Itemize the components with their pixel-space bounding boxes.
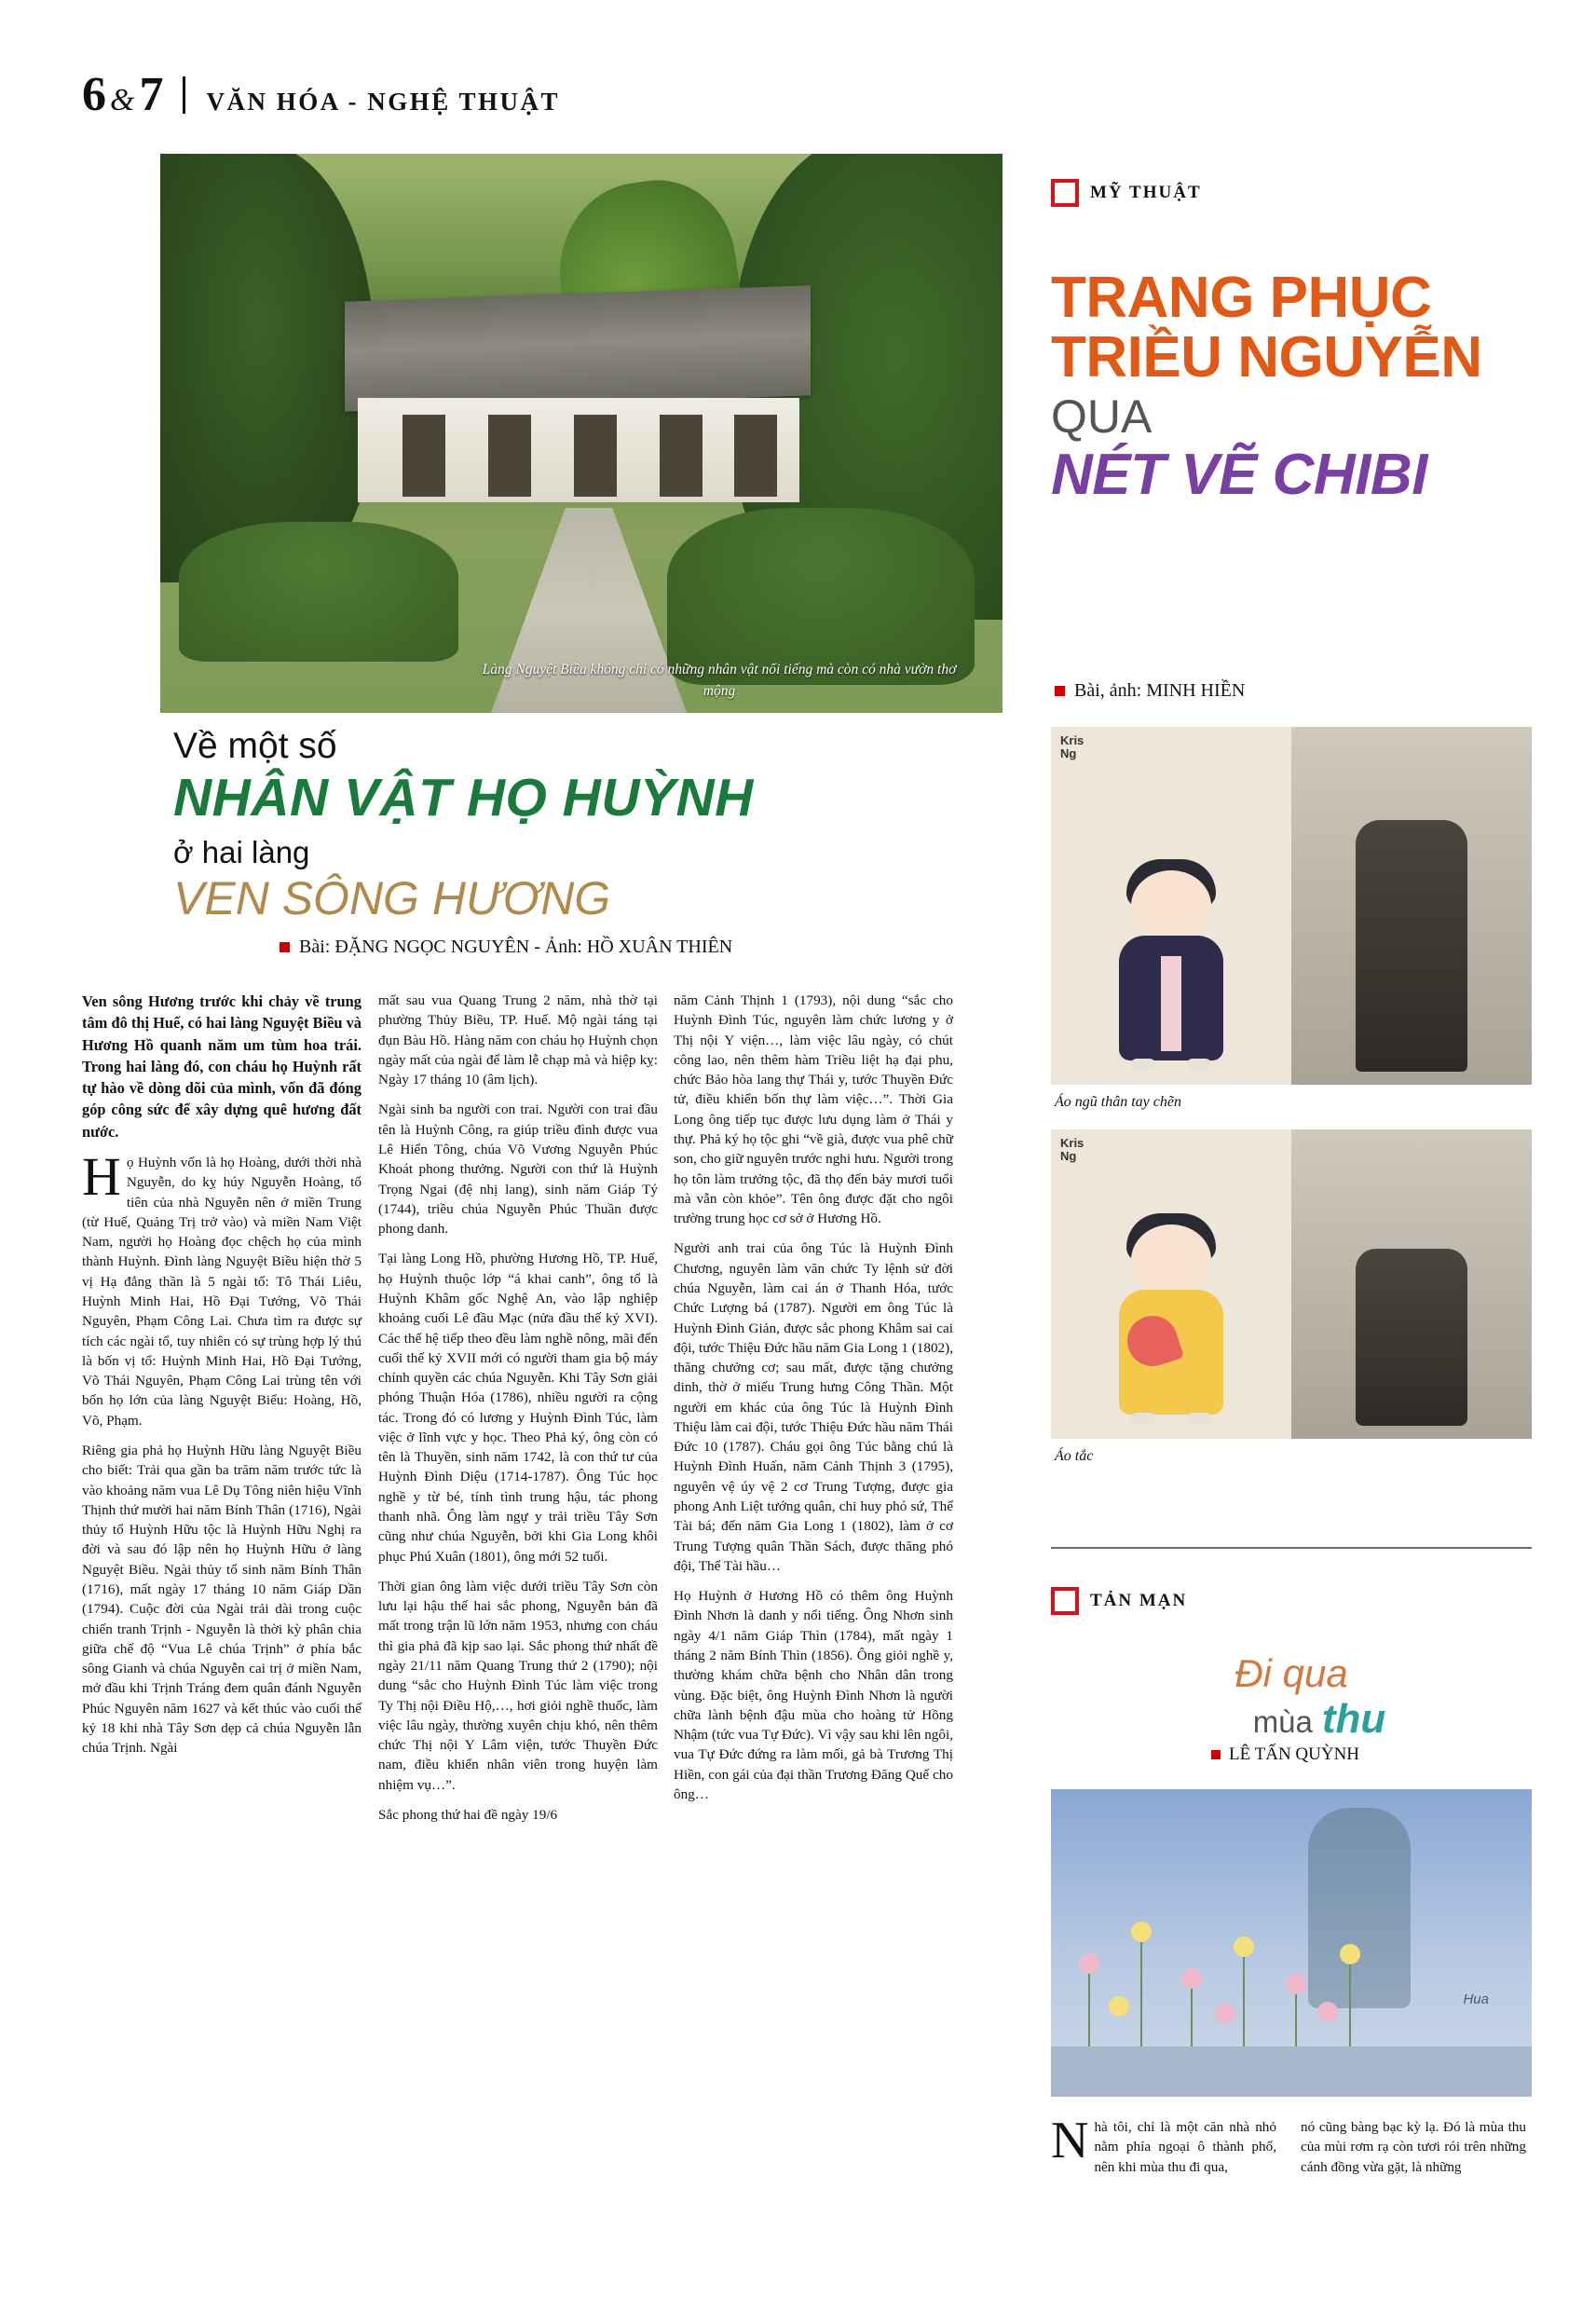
rail-byline-text: Bài, ảnh: MINH HIỀN [1074, 680, 1246, 701]
photo-house-facade [358, 398, 799, 502]
illustration-caption-1: Áo ngũ thân tay chẽn [1055, 1094, 1181, 1110]
archival-photo-figure [1356, 820, 1467, 1072]
lead-photo [160, 154, 1003, 713]
chibi-head [1131, 870, 1211, 941]
article-column-1 [82, 991, 361, 1769]
rail-headline-line-2: TRIỀU NGUYỄN [1051, 324, 1482, 390]
flower-stem [1088, 1966, 1090, 2046]
flower-stem [1140, 1935, 1142, 2046]
feature-headline [173, 727, 1003, 926]
headline-line-2: NHÂN VẬT HỌ HUỲNH [173, 767, 754, 828]
artist-signature: Kris Ng [1060, 733, 1084, 760]
article-paragraph: Họ Huỳnh vốn là họ Hoàng, dưới thời nhà Nguyễn, do kỵ húy Nguyễn Hoàng, tổ tiên của nhà Nguyễn nên ở miền Trung (từ Huế, Quảng Trị trở vào) và miền Nam Việt Nam, người họ Hoàng đọc chệch họ của mình thành Huỳnh. Đình làng Nguyệt Biều hiện thờ 5 vị Hạ đẳng thần là 5 ngài tổ: Tô Thái Liêu, Huỳnh Minh Hai, Hồ Đại Tướng, Võ Thái Nguyên, Phạm Công Lai. Chưa tìm ra được sự tích các ngài tổ, tuy nhiên có sự trùng hợp lý thú là bốn vị tổ: Huỳnh Minh Hai, Hồ Đại Tướng, Võ Thái Nguyên, Phạm Công Lai trùng tên với bốn họ lớn của làng Nguyệt Biểu: Hoàng, Hồ, Võ, Phạm. [82, 1146, 361, 1429]
flower-stem [1349, 1957, 1351, 2046]
article-paragraph: Ngài sinh ba người con trai. Người con trai đầu tên là Huỳnh Công, ra giúp triều đình được vua Lê Hiển Tông, chúa Võ Vương Nguyễn Phúc Khoát phong thưởng. Người con thứ là Huỳnh Trọng Ngai (đệ nhị lang), sinh năm Giáp Tý (1744), triều chúa Nguyễn Phúc Thuần được phong danh. [378, 1101, 658, 1238]
chibi-head [1131, 1224, 1211, 1295]
tanman-column-1 [1051, 2112, 1276, 2177]
chibi-foot [1187, 1413, 1211, 1424]
article-paragraph: Thời gian ông làm việc dưới triều Tây Sơn còn lưu lại hậu thế hai sắc phong, Nguyễn bản đã mất trong trận lũ lớn năm 1953, nhưng con cháu thì gia phả đã kịp sao lại. Sắc phong thứ nhất đề ngày 21/11 năm Quang Trung thứ 2 (1790); nội dung “sắc cho Huỳnh Đình Túc làm việc trong Ty Thị nội Điều Hộ,…, hơi giỏi nghề thuốc, làm việc lâu ngày, thường xuyên chịu khó, nên thêm chức Thị nội Y Lâm viện, tước Thuyền Đức nam, điều khiển nhân viên trong huyện làm nhiệm vụ…”. [378, 1578, 658, 1793]
tanman-headline [1051, 1651, 1532, 1743]
tanman-paragraph: Nhà tôi, chỉ là một căn nhà nhỏ nằm phía ngoại ô thành phố, nên khi mùa thu đi qua, [1051, 2112, 1276, 2175]
flower [1109, 1996, 1129, 2017]
flower [1234, 1936, 1254, 1957]
article-lead-paragraph: Ven sông Hương trước khi chảy về trung tâm đô thị Huế, có hai làng Nguyệt Biều và Hương Hồ quanh năm um tùm hoa trái. Trong hai làng đó, con cháu họ Huỳnh rất tự hào về dòng dõi của mình, vốn đã đóng góp công sức để xây dựng quê hương đất nước. [82, 992, 361, 1141]
article-column-2 [378, 991, 658, 1835]
chibi-figure [1101, 854, 1241, 1068]
tanman-headline-line-1: Đi qua [1235, 1651, 1348, 1695]
tanman-headline-line-2: mùa [1252, 1704, 1313, 1739]
kicker-label: TẢN MẠN [1090, 1591, 1188, 1610]
folio-number-left: 6 [82, 68, 105, 121]
chibi-foot [1187, 1059, 1211, 1070]
chibi-figure [1101, 1208, 1241, 1422]
chibi-sash [1161, 956, 1181, 1051]
tanman-figure [1308, 1808, 1411, 2008]
article-column-3 [674, 991, 953, 1814]
flower [1079, 1953, 1099, 1974]
kicker-box-icon [1051, 1587, 1079, 1615]
chibi-foot [1131, 1059, 1155, 1070]
archival-photo-panel [1291, 1129, 1532, 1439]
photo-house-door [734, 415, 777, 497]
masthead [82, 67, 560, 122]
article-paragraph: Riêng gia phả họ Huỳnh Hữu làng Nguyệt Biều cho biết: Trải qua gần ba trăm năm trước tức là vào khoảng năm vua Lê Dụ Tông niên hiệu Vĩnh Thịnh thứ mười hai năm Bính Thân (1716), Ngài thủy tổ Huỳnh Hữu tộc là Huỳnh Hữu Nghị ra đời và sau đó lập nên họ Huỳnh Hữu ở làng Nguyệt Biều. Ngài thủy tổ sinh năm Bính Thân (1716), mất ngày 17 tháng 10 năm Giáp Dần (1794). Cuộc đời của Ngài trải dài trong cuộc chiến tranh Trịnh - Nguyễn là thời kỳ phân chia giữa chế độ “Vua Lê chúa Trịnh” ở phía bắc sông Gianh và chúa Nguyễn cai trị ở miền Nam, mở đầu khi Trịnh Tráng đem quân đánh Nguyễn Phúc Nguyên năm 1627 và kết thúc vào cuối thế kỷ 18 khi nhà Tây Sơn dẹp cả chúa Nguyễn lẫn chúa Trịnh. Ngài [82, 1443, 361, 1757]
folio-number-right: 7 [139, 68, 163, 121]
tanman-column-2 [1301, 2117, 1526, 2177]
tanman-illustration [1051, 1789, 1532, 2097]
chibi-illustration-2 [1051, 1129, 1532, 1439]
article-paragraph: năm Cảnh Thịnh 1 (1793), nội dung “sắc cho Huỳnh Đình Túc, nguyên làm chức lương y ở Thị nội Y viện…, làm việc lâu ngày, có chút công lao, nên thêm hàm Triều liệt hạ đại phu, chức Bảo hòa lang thự Thái y, tước Thuyền Đức tử, điều khiển bốn thự làm việc…”. Thời Gia Long ông tiếp tục được lưu dụng làm ở Thái y thự. Phả ký họ tộc ghi “về già, được vua phê chữ son, cho giữ nguyên trước nghi hưu. Người trong họ tôn làm trưởng tộc, đã thọ đến bảy mươi tuổi mà vẫn còn khỏe”. Tên ông được đặt cho ngôi trường trung học cơ sở ở Hương Hồ. [674, 992, 953, 1227]
masthead-divider [183, 76, 185, 114]
flower [1131, 1922, 1152, 1942]
tanman-byline [1211, 1744, 1359, 1765]
archival-photo-figure [1356, 1249, 1467, 1426]
folio-ampersand: & [110, 83, 135, 117]
headline-line-4: VEN SÔNG HƯƠNG [173, 872, 611, 925]
article-paragraph: Tại làng Long Hồ, phường Hương Hồ, TP. Huế, họ Huỳnh thuộc lớp “á khai canh”, ông tổ là Huỳnh Khâm gốc Nghệ An, vào lập nghiệp khoảng cuối Lê đầu Mạc (nửa đầu thế kỷ XVI). Các thế hệ tiếp theo đều làm nghề nông, mãi đến cuối thế kỷ XVII mới có người tham gia bộ máy chính quyền các chúa Nguyễn. Khi Tây Sơn giải phóng Thuận Hóa (1786), nhiều người ra cộng tác. Trong đó có lương y Huỳnh Đình Túc, làm việc ở lĩnh vực y học. Theo Phả ký, ông còn có tên là Thuyền, sinh năm 1742, là con thứ tư của Huỳnh Đình Diệu (1714-1787). Ông Túc học nghề y từ bé, tính tình trung hậu, tác phong thanh nhã. Ông làm ngự y trải triều Tây Sơn cũng như chúa Nguyễn, bởi khi Gia Long khôi phục Phú Xuân (1801), ông mới 52 tuổi. [378, 1251, 658, 1565]
photo-tree-left [160, 154, 375, 582]
artist-signature: Kris Ng [1060, 1136, 1084, 1163]
flower [1340, 1944, 1360, 1964]
square-bullet-icon [1211, 1750, 1221, 1759]
headline-line-1: Về một số [173, 726, 337, 766]
flower-stem [1243, 1949, 1245, 2046]
chibi-drawing-panel [1051, 1129, 1291, 1439]
photo-house-door [402, 415, 445, 497]
photo-house-door [660, 415, 703, 497]
section-title: VĂN HÓA - NGHỆ THUẬT [206, 88, 560, 116]
article-paragraph: Người anh trai của ông Túc là Huỳnh Đình Chương, nguyên làm văn chức Ty lệnh sử đời chúa Nguyễn, làm cai án ở Thanh Hóa, tước Chức Lượng bá (1787). Người em ông Túc là Huỳnh Đình Giản, được sắc phong Khâm sai cai đội, tước Thiệu Đức hầu năm Gia Long 1 (1802), thăng chưởng cơ; sau mất, được tặng chưởng dinh, thờ ở miếu Trung hưng Công Thần. Một người em khác của ông Túc là Huỳnh Đình Thiệu làm cai đội, tước Thiệu Đức hầu năm Thái Đức 10 (1787). Cháu gọi ông Túc bằng chú là Huỳnh Đình Huấn, năm Cảnh Thịnh 3 (1795), nguyên vệ úy vệ 2 cơ Trung Tượng, được gia phong Anh Liệt tướng quân, chi huy phó sứ, Thể Tài bá; đến năm Gia Long 1 (1802), làm ở cơ Trung Tượng quân Thần Sách, được thăng phó đội, Thể Tài hầu… [674, 1240, 953, 1574]
article-paragraph: Họ Huỳnh ở Hương Hồ có thêm ông Huỳnh Đình Nhơn là danh y nổi tiếng. Ông Nhơn sinh ngày 4/1 năm Giáp Thìn (1784), mất ngày 1 tháng 2 năm Bính Thìn (1856). Ông giỏi nghề y, thường khám chữa bệnh cho Nhân dân trong vùng. Đặc biệt, ông Huỳnh Đình Nhơn là người chữa lành bệnh đậu mùa cho hoàng tử Hồng Nhậm (tức vua Tự Đức). Vì vậy sau khi lên ngôi, vua Tự Đức đứng ra làm mối, gả bà Trương Thị Hiền, con gái của đại thần Trương Đăng Quế cho ông… [674, 1588, 953, 1802]
chibi-illustration-1 [1051, 727, 1532, 1085]
article-paragraph: Sắc phong thứ hai đề ngày 19/6 [378, 1806, 558, 1823]
flower [1181, 1968, 1202, 1989]
square-bullet-icon [1055, 686, 1065, 696]
photo-hedge-left [179, 522, 458, 662]
photo-house-roof [345, 285, 811, 411]
rail-headline-line-4: NÉT VẼ CHIBI [1051, 442, 1427, 507]
kicker-box-icon [1051, 179, 1079, 207]
tanman-byline-text: LÊ TẤN QUỲNH [1229, 1744, 1360, 1764]
rail-headline-line-1: TRANG PHỤC [1051, 266, 1432, 330]
rail-divider [1051, 1547, 1532, 1549]
flower [1215, 2004, 1235, 2024]
article-paragraph: mất sau vua Quang Trung 2 năm, nhà thờ tại phường Thủy Biều, TP. Huế. Mộ ngài táng tại đụn Bàu Hồ. Hàng năm con cháu họ Huỳnh chọn ngày mất của ngài để làm lễ chạp mà và hiệp kỵ: Ngày 17 tháng 10 (âm lịch). [378, 992, 658, 1088]
flower [1317, 2002, 1338, 2022]
chibi-foot [1131, 1413, 1155, 1424]
archival-photo-panel [1291, 727, 1532, 1085]
flower-stem [1191, 1981, 1193, 2046]
tanman-ground [1051, 2046, 1532, 2097]
chibi-drawing-panel [1051, 727, 1291, 1085]
photo-house-door [488, 415, 531, 497]
feature-byline-text: Bài: ĐẶNG NGỌC NGUYÊN - Ảnh: HỒ XUÂN THIÊN [299, 937, 733, 957]
photo-caption: Làng Nguyệt Biều không chỉ có những nhân vật nổi tiếng mà còn có nhà vườn thơ mộng [482, 662, 957, 699]
rail-byline [1055, 680, 1245, 702]
kicker-my-thuat [1051, 179, 1202, 207]
flower [1286, 1974, 1306, 1994]
rail-headline [1051, 266, 1535, 507]
kicker-tan-man [1051, 1587, 1187, 1615]
square-bullet-icon [280, 942, 290, 952]
feature-byline [280, 937, 732, 958]
photo-hedge-right [667, 508, 975, 685]
illustration-caption-2: Áo tắc [1055, 1448, 1094, 1464]
illustration-signature: Hua [1463, 1991, 1489, 2007]
tanman-paragraph: nó cũng bàng bạc kỳ lạ. Đó là mùa thu của mùi rơm rạ còn tươi rói trên những cánh đồng vừa gặt, là những [1301, 2119, 1526, 2175]
kicker-label: MỸ THUẬT [1090, 183, 1202, 202]
headline-line-3: ở hai làng [173, 834, 310, 869]
photo-house-door [574, 415, 617, 497]
flower-stem [1295, 1987, 1297, 2046]
tanman-headline-line-3: thu [1321, 1696, 1386, 1742]
rail-headline-line-3: QUA [1051, 390, 1153, 443]
